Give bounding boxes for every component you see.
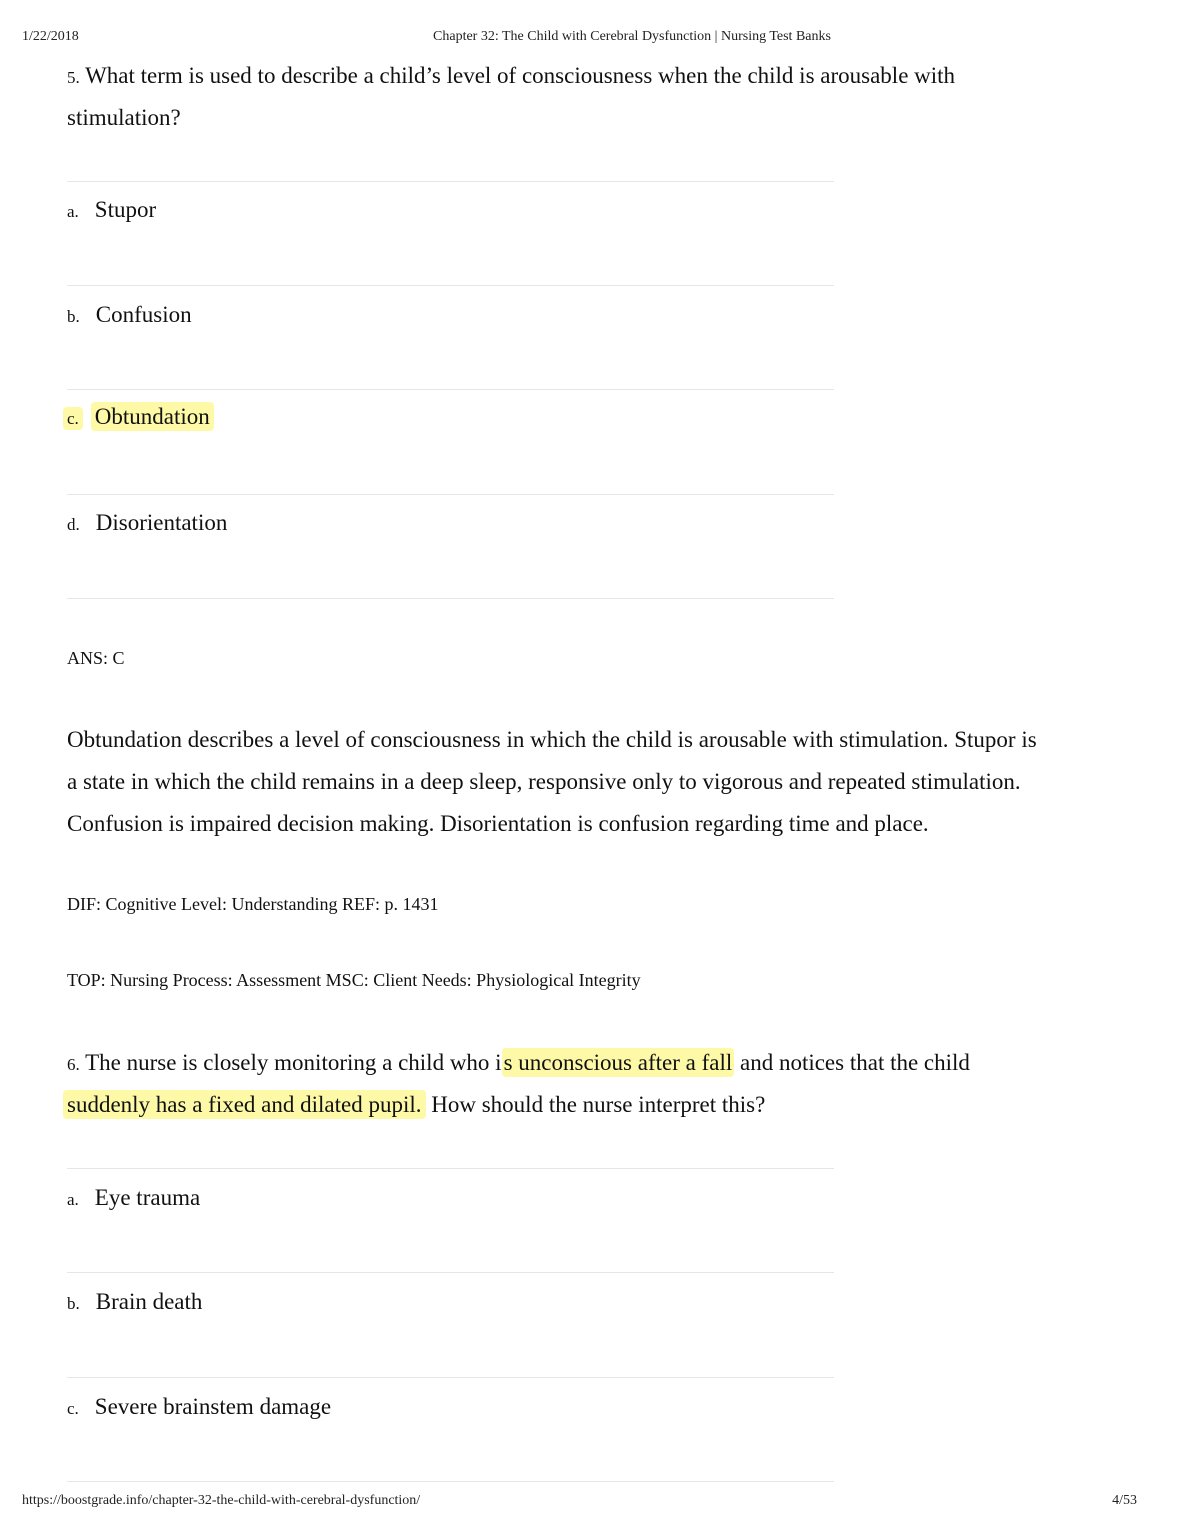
divider	[67, 1168, 834, 1169]
rationale-line-1: Obtundation describes a level of consciousness in which the child is arousable with stimulation. Stupor is	[67, 727, 1037, 752]
difficulty-reference: DIF: Cognitive Level: Understanding REF: p. 1431	[67, 894, 439, 914]
divider	[67, 181, 834, 182]
option-text: Severe brainstem damage	[94, 1394, 332, 1419]
option-text: Brain death	[95, 1289, 203, 1314]
question-text: and notices that the child	[739, 1050, 970, 1075]
option-text: Obtundation	[91, 402, 214, 431]
question-6-line-1	[67, 1042, 970, 1086]
rationale-line-3: Confusion is impaired decision making. Disorientation is confusion regarding time and place.	[67, 811, 929, 836]
option-letter: c.	[67, 1399, 79, 1418]
option-text: Confusion	[95, 302, 192, 327]
option-letter: b.	[67, 307, 80, 326]
question-number: 6.	[67, 1055, 80, 1074]
divider	[67, 494, 834, 495]
page-title: Chapter 32: The Child with Cerebral Dysfunction | Nursing Test Banks	[433, 29, 831, 44]
page-url[interactable]: https://boostgrade.info/chapter-32-the-child-with-cerebral-dysfunction/	[22, 1493, 421, 1508]
highlighted-text: suddenly has a fixed and dilated pupil.	[63, 1090, 426, 1119]
option-a	[67, 1185, 200, 1211]
question-text: The nurse is closely monitoring a child who i	[85, 1050, 502, 1075]
option-text: Disorientation	[95, 510, 228, 535]
option-letter: b.	[67, 1294, 80, 1313]
option-letter: a.	[67, 1190, 79, 1209]
question-text: How should the nurse interpret this?	[431, 1092, 766, 1117]
option-c	[67, 1394, 331, 1420]
question-5-line-1	[67, 55, 955, 99]
divider	[67, 598, 834, 599]
highlighted-text: s unconscious after a fall	[503, 1050, 733, 1075]
question-5-line-2: stimulation?	[67, 105, 181, 130]
page-number: 4/53	[1112, 1493, 1137, 1508]
option-b	[67, 302, 192, 328]
divider	[67, 1377, 834, 1378]
question-number: 5.	[67, 68, 80, 87]
divider	[67, 1481, 834, 1482]
option-text: Stupor	[94, 197, 157, 222]
divider	[67, 389, 834, 390]
option-d	[67, 510, 227, 536]
option-c-highlighted	[63, 404, 214, 430]
print-date: 1/22/2018	[22, 29, 79, 44]
option-a	[67, 197, 156, 223]
rationale-line-2: a state in which the child remains in a deep sleep, responsive only to vigorous and repeated stimulation.	[67, 769, 1021, 794]
option-letter: d.	[67, 515, 80, 534]
answer-key: ANS: C	[67, 648, 125, 668]
option-letter: a.	[67, 202, 79, 221]
question-6-line-2	[63, 1084, 765, 1126]
option-letter: c.	[63, 407, 83, 430]
question-text: What term is used to describe a child’s level of consciousness when the child is arousable with	[85, 63, 956, 88]
divider	[67, 1272, 834, 1273]
option-b	[67, 1289, 202, 1315]
option-text: Eye trauma	[94, 1185, 201, 1210]
topic-needs: TOP: Nursing Process: Assessment MSC: Client Needs: Physiological Integrity	[67, 970, 641, 990]
divider	[67, 285, 834, 286]
